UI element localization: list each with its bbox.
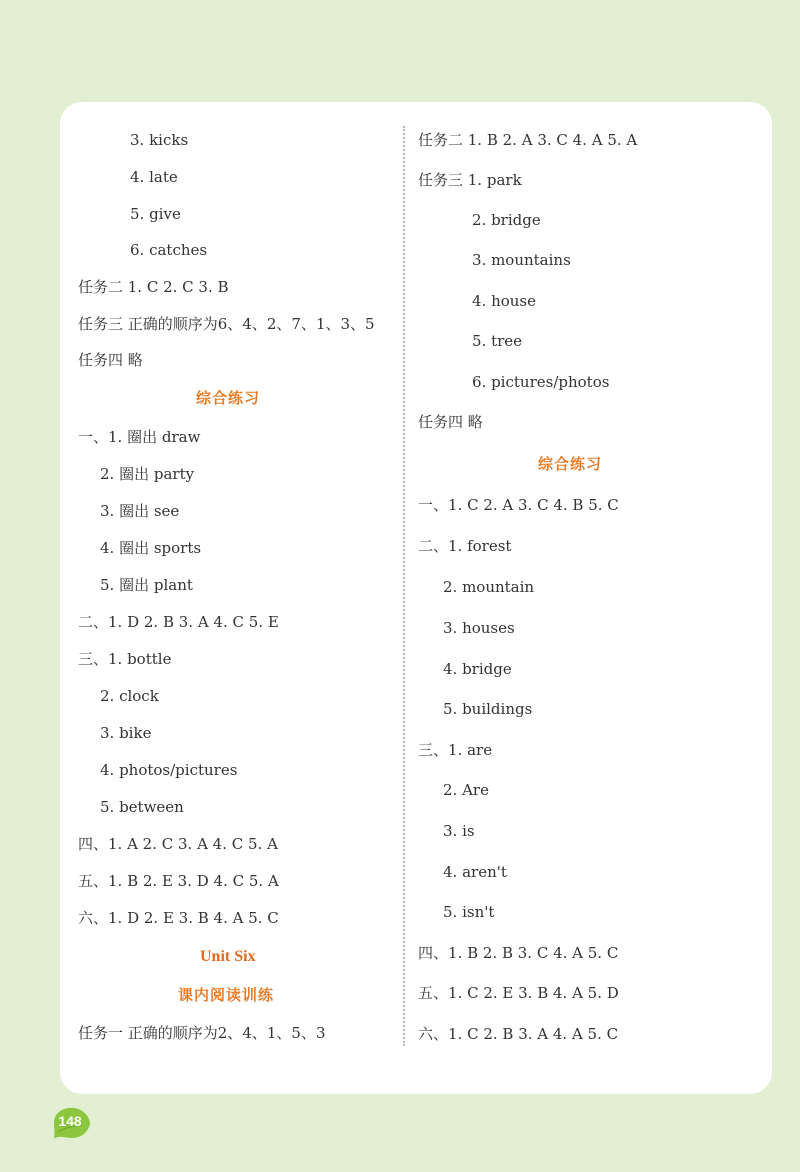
section-heading: 课内阅读训练 — [178, 986, 275, 1004]
answer-line: 5. 圈出 plant — [100, 576, 193, 594]
answer-line: 5. isn't — [443, 903, 495, 921]
answer-line: 3. houses — [443, 619, 515, 637]
answer-line: 4. 圈出 sports — [100, 539, 202, 557]
answer-line: 3. mountains — [472, 251, 571, 269]
answer-line: 任务二 1. B 2. A 3. C 4. A 5. A — [418, 131, 638, 149]
answer-line: 五、1. B 2. E 3. D 4. C 5. A — [78, 872, 279, 890]
answer-line: 任务四 略 — [418, 413, 483, 431]
answer-line: 4. late — [130, 168, 178, 186]
answer-line: 二、1. forest — [418, 537, 512, 555]
answer-line: 一、1. C 2. A 3. C 4. B 5. C — [418, 496, 619, 514]
answer-line: 五、1. C 2. E 3. B 4. A 5. D — [418, 984, 619, 1002]
answer-line: 3. is — [443, 822, 475, 840]
answer-line: 3. bike — [100, 724, 152, 742]
answer-line: 2. 圈出 party — [100, 465, 195, 483]
answer-line: 六、1. D 2. E 3. B 4. A 5. C — [78, 909, 279, 927]
answer-line: 六、1. C 2. B 3. A 4. A 5. C — [418, 1025, 619, 1043]
answer-line: 任务四 略 — [78, 351, 143, 369]
answer-line: 2. Are — [443, 781, 489, 799]
answer-line: 4. bridge — [443, 660, 512, 678]
answer-line: 任务一 正确的顺序为2、4、1、5、3 — [78, 1024, 326, 1042]
answer-line: 三、1. bottle — [78, 650, 172, 668]
answer-line: 4. photos/pictures — [100, 761, 238, 779]
page-number: 148 — [58, 1113, 82, 1129]
answer-line: 5. buildings — [443, 700, 533, 718]
answer-line: 四、1. B 2. B 3. C 4. A 5. C — [418, 944, 619, 962]
answer-line: 4. aren't — [443, 863, 507, 881]
answer-line: 2. mountain — [443, 578, 535, 596]
answer-line: 任务三 1. park — [418, 171, 522, 189]
answer-line: 5. between — [100, 798, 184, 816]
section-heading: 综合练习 — [196, 389, 261, 407]
column-divider — [403, 126, 405, 1046]
answer-line: 任务三 正确的顺序为6、4、2、7、1、3、5 — [78, 315, 375, 333]
answer-line: 6. catches — [130, 241, 208, 259]
answer-line: 四、1. A 2. C 3. A 4. C 5. A — [78, 835, 278, 853]
answer-line: 2. clock — [100, 687, 159, 705]
answer-line: 3. kicks — [130, 131, 189, 149]
section-heading: 综合练习 — [538, 455, 603, 473]
answer-line: 2. bridge — [472, 211, 541, 229]
answer-line: 二、1. D 2. B 3. A 4. C 5. E — [78, 613, 279, 631]
answer-line: 5. tree — [472, 332, 523, 350]
answer-line: 5. give — [130, 205, 181, 223]
answer-line: 6. pictures/photos — [472, 373, 610, 391]
answer-line: 任务二 1. C 2. C 3. B — [78, 278, 229, 296]
answer-line: 一、1. 圈出 draw — [78, 428, 201, 446]
page-number-badge — [52, 1106, 92, 1140]
unit-title: Unit Six — [200, 948, 256, 965]
answer-line: 三、1. are — [418, 741, 493, 759]
answer-line: 4. house — [472, 292, 537, 310]
answer-line: 3. 圈出 see — [100, 502, 180, 520]
